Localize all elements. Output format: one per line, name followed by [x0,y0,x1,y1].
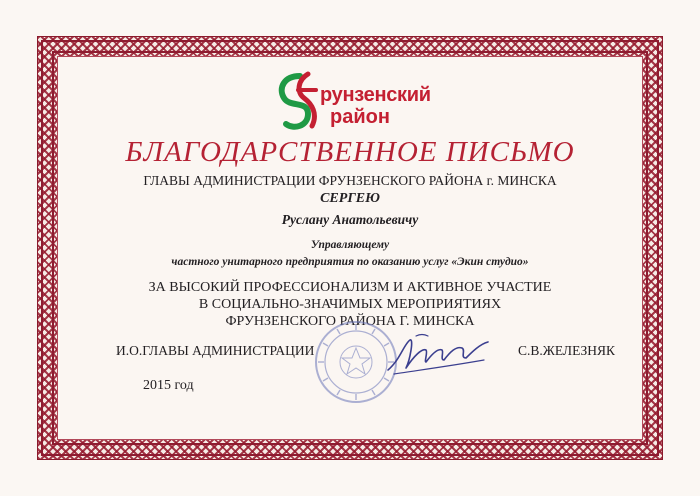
recipient-name: Руслану Анатольевичу [281,212,419,227]
reason-line2: В СОЦИАЛЬНО-ЗНАЧИМЫХ МЕРОПРИЯТИЯХ [198,297,502,312]
reason-line1: ЗА ВЫСОКИЙ ПРОФЕССИОНАЛИЗМ И АКТИВНОЕ УЧАСТИЕ [148,280,552,295]
letter-year: 2015 год [143,378,194,393]
logo-text-line2: район [330,106,390,128]
recipient-surname: СЕРГЕЮ [320,191,380,206]
district-logo [268,70,438,132]
letter-title: БЛАГОДАРСТВЕННОЕ ПИСЬМО [125,136,575,168]
reason-line3: ФРУНЗЕНСКОГО РАЙОНА Г. МИНСКА [225,314,475,329]
signer-title: И.О.ГЛАВЫ АДМИНИСТРАЦИИ [116,343,315,358]
recipient-position-line1: Управляющему [310,239,390,251]
frunzensky-district-emblem-icon [272,70,326,132]
recipient-position-line2: частного унитарного предприятия по оказанию услуг «Экин студио» [171,256,529,268]
handwritten-signature-icon [380,330,495,380]
logo-text-line1: рунзенский [320,84,431,106]
letter-subtitle: ГЛАВЫ АДМИНИСТРАЦИИ ФРУНЗЕНСКОГО РАЙОНА г. МИНСКА [143,173,557,188]
signer-name: С.В.ЖЕЛЕЗНЯК [518,343,616,358]
